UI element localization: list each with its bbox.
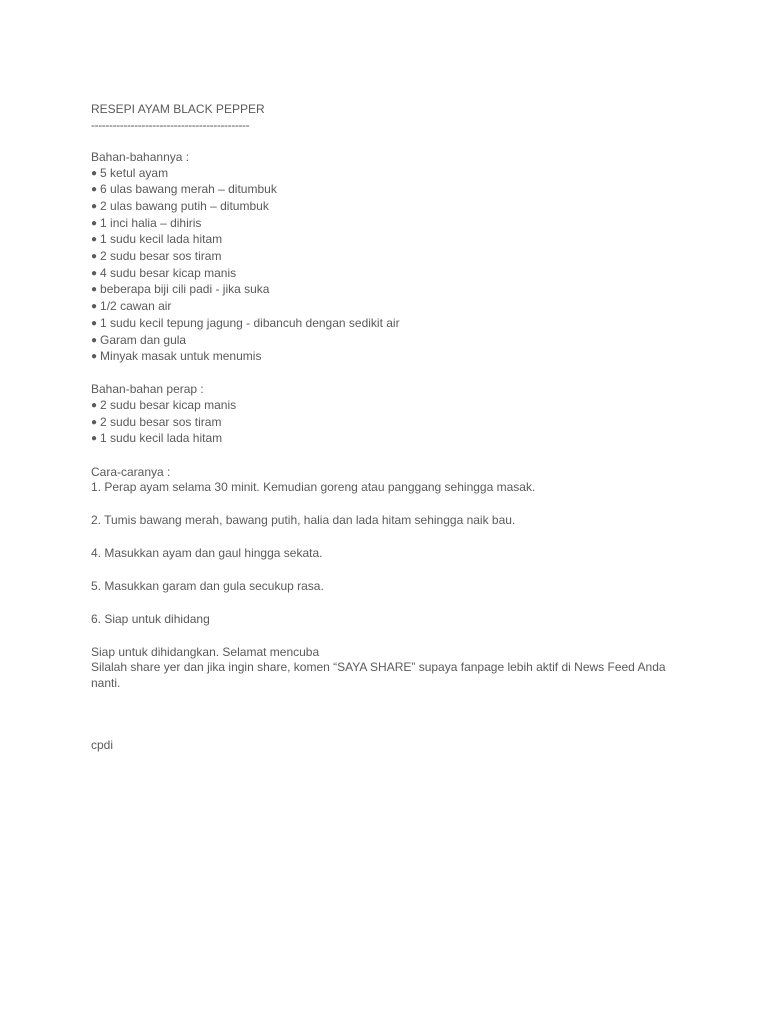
method-step: 6. Siap untuk dihidang [91, 611, 210, 626]
list-item: ● Garam dan gula [91, 333, 671, 350]
method-step: 2. Tumis bawang merah, bawang putih, halia dan lada hitam sehingga naik bau. [91, 513, 516, 528]
list-item: ● beberapa biji cili padi - jika suka [91, 282, 671, 299]
list-item: ● 2 sudu besar kicap manis [91, 398, 671, 415]
list-item: ● 1 inci halia – dihiris [91, 216, 671, 233]
marinade-list [91, 398, 671, 448]
list-item: ● 1 sudu kecil lada hitam [91, 232, 671, 249]
footer-text: cpdi [91, 737, 114, 752]
document-page [91, 102, 671, 754]
marinade-heading: Bahan-bahan perap : [91, 382, 204, 397]
method-heading: Cara-caranya : [91, 464, 171, 479]
list-item: ● 5 ketul ayam [91, 166, 671, 183]
list-item: ● 2 sudu besar sos tiram [91, 415, 671, 432]
list-item: ● 1 sudu kecil lada hitam [91, 431, 671, 448]
list-item: ● 2 sudu besar sos tiram [91, 249, 671, 266]
list-item: ● Minyak masak untuk menumis [91, 349, 671, 366]
list-item: ● 1 sudu kecil tepung jagung - dibancuh dengan sedikit air [91, 316, 671, 333]
closing-line: Siap untuk dihidangkan. Selamat mencuba [91, 644, 320, 659]
ingredients-heading: Bahan-bahannya : [91, 149, 190, 164]
share-request: Silalah share yer dan jika ingin share, komen “SAYA SHARE” supaya fanpage lebih aktif di News Feed Anda nanti. [91, 660, 669, 691]
title-divider: -------------------------------------------- [91, 117, 250, 132]
method-step: 5. Masukkan garam dan gula secukup rasa. [91, 578, 324, 593]
ingredients-list [91, 166, 671, 366]
list-item: ● 4 sudu besar kicap manis [91, 266, 671, 283]
list-item: ● 6 ulas bawang merah – ditumbuk [91, 182, 671, 199]
method-step: 1. Perap ayam selama 30 minit. Kemudian goreng atau panggang sehingga masak. [91, 480, 536, 495]
list-item: ● 1/2 cawan air [91, 299, 671, 316]
document-title: RESEPI AYAM BLACK PEPPER [91, 102, 265, 116]
method-step: 4. Masukkan ayam dan gaul hingga sekata. [91, 546, 323, 561]
list-item: ● 2 ulas bawang putih – ditumbuk [91, 199, 671, 216]
